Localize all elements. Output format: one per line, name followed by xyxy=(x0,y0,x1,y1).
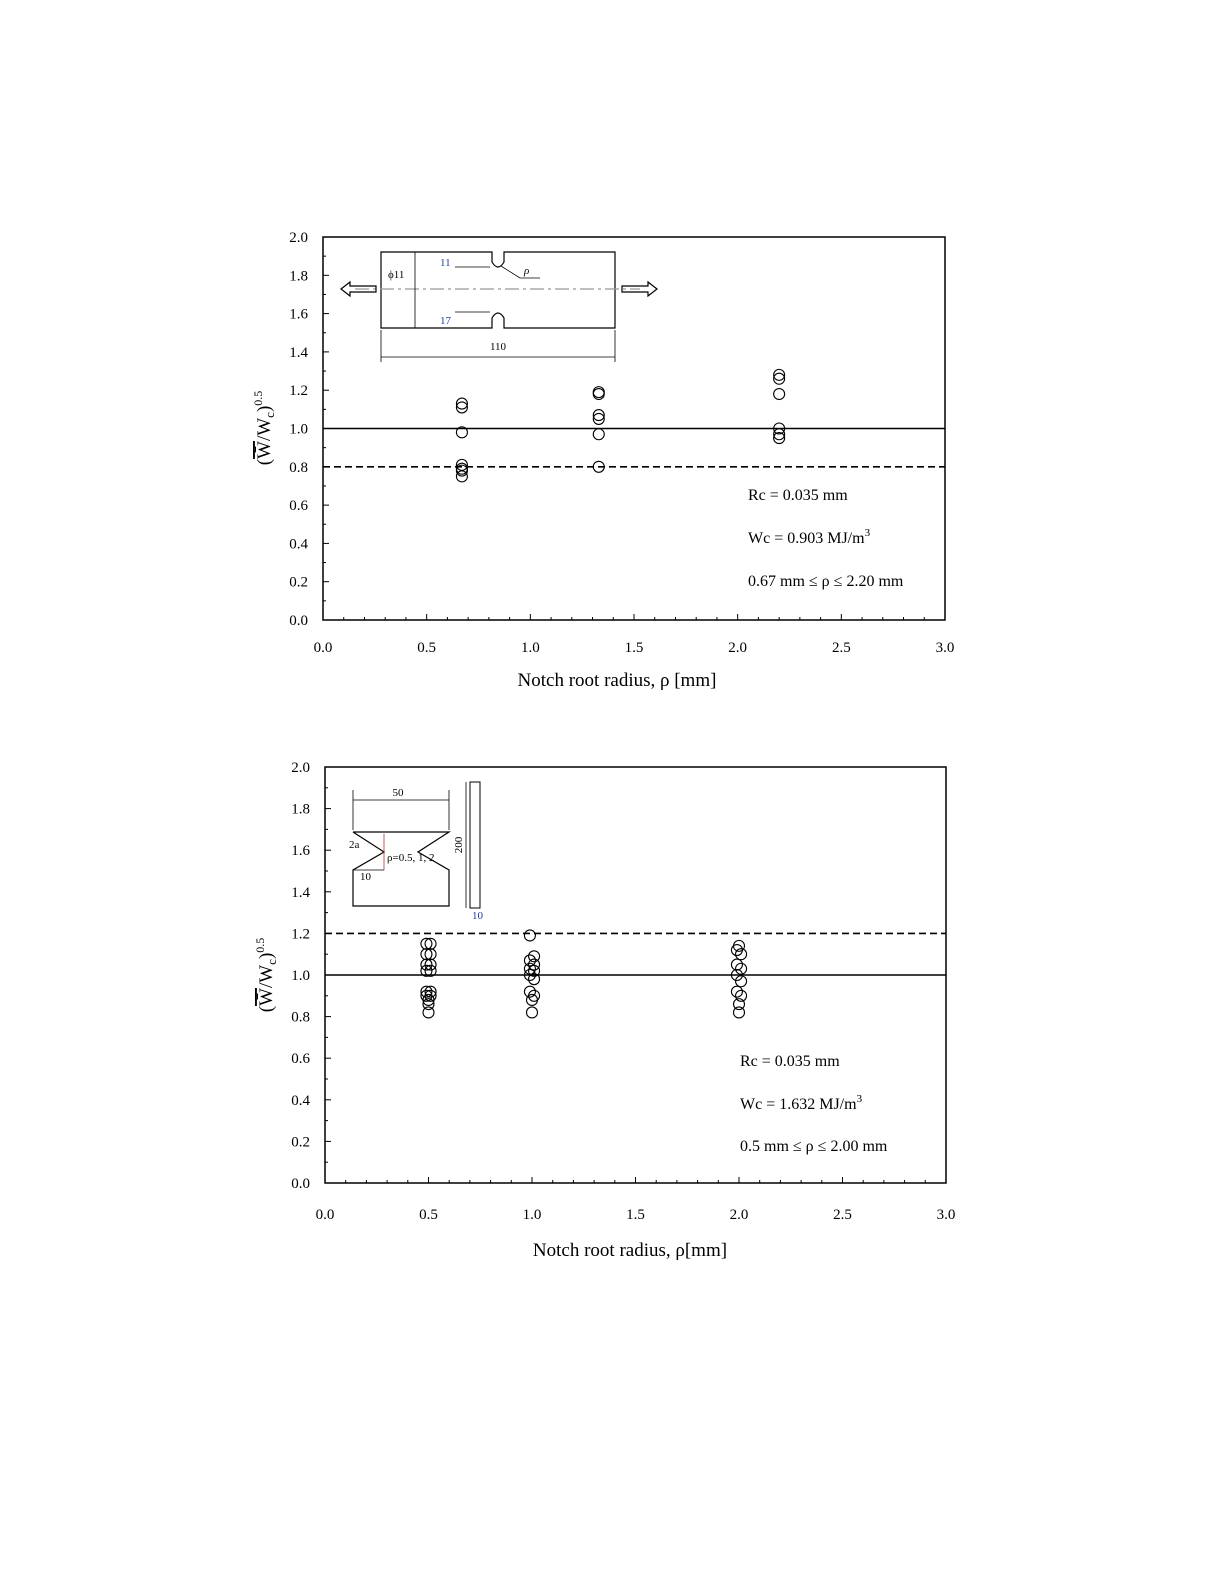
y-tick-label: 1.4 xyxy=(289,344,308,361)
y-axis-title xyxy=(251,391,277,466)
inset-thickness-label: 10 xyxy=(472,910,483,922)
x-tick-label: 2.0 xyxy=(728,640,748,656)
y-tick-label: 0.4 xyxy=(291,1092,310,1109)
inset-rho-label: ρ=0.5, 1, 2 xyxy=(387,852,435,864)
y-tick-labels xyxy=(291,760,310,1192)
y-tick-label: 1.8 xyxy=(289,268,308,285)
data-point xyxy=(527,1007,538,1018)
y-tick-label: 0.4 xyxy=(289,536,308,553)
data-point xyxy=(527,994,538,1005)
inset-diameter-label: ϕ11 xyxy=(388,269,405,281)
y-tick-label: 1.2 xyxy=(291,926,310,943)
reference-lines xyxy=(323,429,945,467)
data-point xyxy=(423,1007,434,1018)
annotation-wc: Wc = 1.632 $MJ/m^3$ xyxy=(740,1093,863,1113)
inset-rho-label: ρ xyxy=(524,265,530,277)
y-tick-label: 1.6 xyxy=(291,843,310,860)
annotation-wc: Wc = 0.903 $MJ/m^3$ xyxy=(748,527,871,547)
inset-length-label: 110 xyxy=(489,341,507,353)
x-tick-label: 0.0 xyxy=(313,640,333,656)
x-tick-label: 1.0 xyxy=(522,1207,542,1223)
y-tick-label: 0.0 xyxy=(289,613,308,629)
annotation-range: 0.5 mm ≤ ρ ≤ 2.00 mm xyxy=(740,1138,888,1155)
annotation-rc: Rc = 0.035 mm xyxy=(740,1053,840,1070)
data-points xyxy=(456,369,784,481)
y-tick-label: 0.2 xyxy=(289,574,308,591)
x-tick-labels xyxy=(314,640,955,656)
inset-width-label: 50 xyxy=(392,787,404,799)
rho-leader xyxy=(501,266,540,278)
x-axis-title: Notch root radius, ρ [mm] xyxy=(517,670,717,691)
data-point xyxy=(734,1007,745,1018)
top-plot xyxy=(251,230,954,691)
x-tick-label: 1.5 xyxy=(626,1207,645,1223)
bottom-plot xyxy=(253,760,955,1261)
y-tick-label: 0.2 xyxy=(291,1134,310,1151)
annotation-rc: Rc = 0.035 mm xyxy=(748,487,848,504)
reference-lines xyxy=(325,933,946,975)
specimen-outline xyxy=(381,252,615,328)
x-tick-label: 3.0 xyxy=(935,640,955,656)
data-point xyxy=(736,976,747,987)
y-tick-label: 0.6 xyxy=(291,1051,310,1068)
x-axis-title: Notch root radius, ρ[mm] xyxy=(532,1240,728,1261)
y-tick-labels xyxy=(289,230,308,629)
plate-side-view xyxy=(470,782,480,908)
annotation-range: 0.67 mm ≤ ρ ≤ 2.20 mm xyxy=(748,573,904,590)
inset-half-width-label: 10 xyxy=(360,871,371,883)
inset-dim-top: 11 xyxy=(440,257,451,269)
x-tick-label: 0.5 xyxy=(419,1207,438,1223)
x-tick-labels xyxy=(316,1207,956,1223)
x-tick-label: 2.5 xyxy=(831,640,851,656)
inset-height-label-group xyxy=(453,836,465,853)
y-tick-label: 1.0 xyxy=(291,968,310,984)
y-tick-label: 0.8 xyxy=(291,1009,310,1026)
svg-text:(W̄/Wc)0.5: $(W̄/W_c)^{0.5}$ xyxy=(251,390,277,466)
x-tick-label: 3.0 xyxy=(936,1207,956,1223)
data-points xyxy=(421,930,747,1018)
y-axis-title xyxy=(253,938,279,1013)
y-tick-label: 1.4 xyxy=(291,884,310,901)
svg-text:(W̄/Wc)0.5: $(W̄/W_c)^{0.5}$ xyxy=(253,937,279,1013)
data-point xyxy=(593,429,604,440)
y-tick-label: 2.0 xyxy=(291,760,310,776)
y-tick-label: 0.6 xyxy=(289,498,308,515)
x-tick-label: 1.5 xyxy=(624,640,644,656)
data-point xyxy=(774,389,785,400)
inset-depth-label: 2a xyxy=(349,839,360,851)
x-tick-label: 0.0 xyxy=(315,1207,335,1223)
y-tick-label: 0.0 xyxy=(291,1176,310,1192)
data-point xyxy=(524,930,535,941)
y-tick-label: 0.8 xyxy=(289,459,308,476)
plate-outline xyxy=(353,832,449,906)
x-tick-label: 1.0 xyxy=(520,640,540,656)
y-tick-label: 1.0 xyxy=(289,421,308,438)
x-tick-label: 2.0 xyxy=(729,1207,749,1223)
y-tick-label: 1.2 xyxy=(289,383,308,400)
x-tick-label: 2.5 xyxy=(833,1207,852,1223)
y-tick-label: 2.0 xyxy=(289,230,308,246)
inset-dim-bottom: 17 xyxy=(440,315,451,327)
y-tick-label: 1.8 xyxy=(291,801,310,818)
x-tick-label: 0.5 xyxy=(417,640,437,656)
inset-height-label: 200 xyxy=(453,836,465,854)
y-tick-label: 1.6 xyxy=(289,306,308,323)
